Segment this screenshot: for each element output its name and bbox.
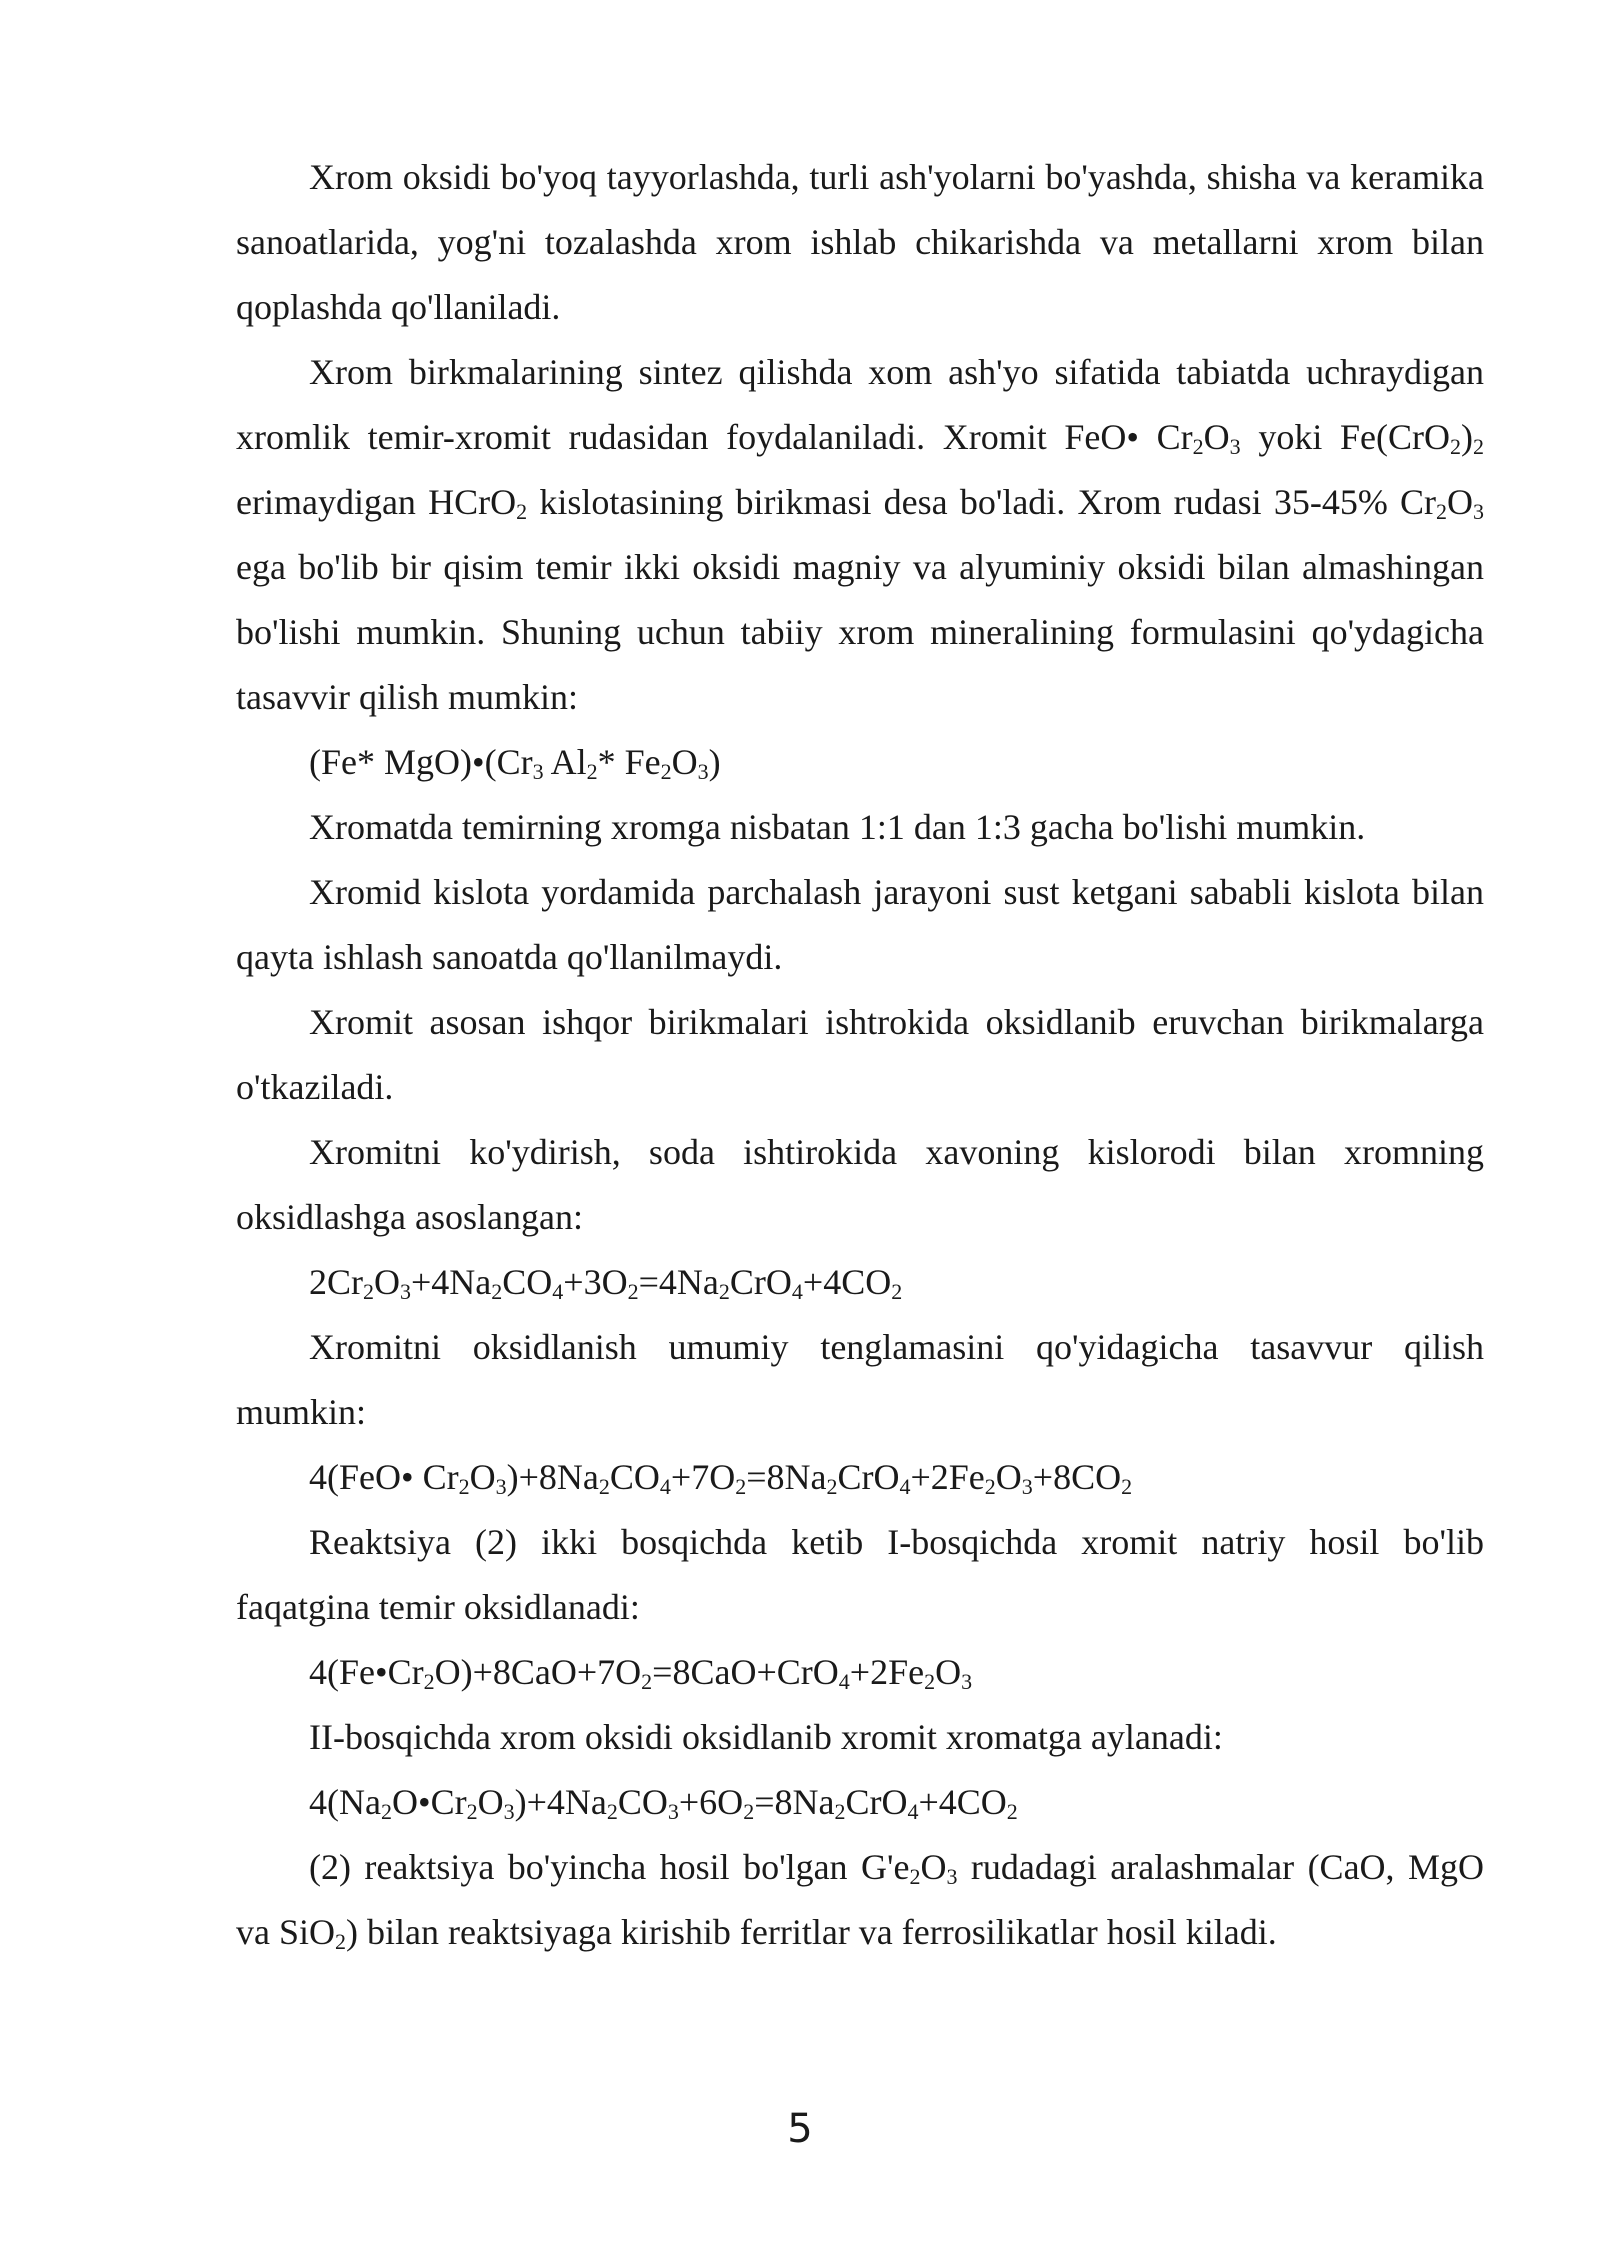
paragraph-roasting: Xromitni ko'ydirish, soda ishtirokida xavoning kislorodi bilan xromning oksidlashga asoslangan: <box>236 1132 1484 1237</box>
equation-roasting: $2Cr_2O_3+4Na_2CO_4+3O_2=4Na_2CrO_4+4CO_2$ <box>309 1262 903 1304</box>
page-number: 5 <box>787 2106 813 2152</box>
paragraph-ferrites: (2) reaktsiya bo'yincha hosil bo'lgan $G'e_2O_3$ rudadagi aralashmalar (CaO, MgO va SiO$_2$) bilan reaktsiyaga kirishib ferritlar va ferrosilikatlar hosil kiladi. <box>236 1847 1484 1954</box>
paragraph-acid-decomposition: Xromid kislota yordamida parchalash jarayoni sust ketgani sababli kislota bilan qayta ishlash sanoatda qo'llanilmaydi. <box>236 872 1484 977</box>
paragraph-iron-chrome-ratio: Xromatda temirning xromga nisbatan 1:1 dan 1:3 gacha bo'lishi mumkin. <box>309 807 1366 847</box>
paragraph-alkali-oxidation: Xromit asosan ishqor birikmalari ishtrokida oksidlanib eruvchan birikmalarga o'tkaziladi. <box>236 1002 1484 1107</box>
paragraph-stage-two: II-bosqichda xrom oksidi oksidlanib xromit xromatga aylanadi: <box>309 1717 1223 1757</box>
document-body <box>236 145 1484 1965</box>
equation-general-oxidation: 4(FeO• $Cr_2O_3)+8Na_2CO_4+7O_2=8Na_2CrO_4+2Fe_2O_3+8CO_2$ <box>309 1457 1133 1499</box>
paragraph-chrome-oxide-uses: Xrom oksidi bo'yoq tayyorlashda, turli ash'yolarni bo'yashda, shisha va keramika sanoatlarida, yog'ni tozalashda xrom ishlab chikarishda va metallarni xrom bilan qoplashda qo'llaniladi. <box>236 157 1484 327</box>
equation-stage-one: $4(Fe•Cr_2O)+8CaO+7O_2=8CaO+CrO_4+2Fe_2O_3$ <box>309 1652 973 1694</box>
equation-stage-two: $4(Na_2O•Cr_2O_3)+4Na_2CO_3+6O_2=8Na_2CrO_4+4CO_2$ <box>309 1782 1018 1824</box>
formula-chrome-mineral: (Fe* $MgO)•(Cr_3$ $Al_2*$ $Fe_2O_3$) <box>309 742 721 784</box>
paragraph-general-equation: Xromitni oksidlanish umumiy tenglamasini qo'yidagicha tasavvur qilish mumkin: <box>236 1327 1484 1432</box>
paragraph-stage-one: Reaktsiya (2) ikki bosqichda ketib I-bosqichda xromit natriy hosil bo'lib faqatgina temir oksidlanadi: <box>236 1522 1484 1627</box>
paragraph-chromite-ore: Xrom birkmalarining sintez qilishda xom ash'yo sifatida tabiatda uchraydigan xromlik temir-xromit rudasidan foydalaniladi. Xromit FeO• $Cr_2O_3$ yoki $Fe(CrO_2)_2$ erimaydigan HCrO$_2$ kislotasining birikmasi desa bo'ladi. Xrom rudasi 35-45% $Cr_2O_3$ ega bo'lib bir qisim temir ikki oksidi magniy va alyuminiy oksidi bilan almashingan bo'lishi mumkin. Shuning uchun tabiiy xrom mineralining formulasini qo'ydagicha tasavvir qilish mumkin: <box>236 352 1484 717</box>
